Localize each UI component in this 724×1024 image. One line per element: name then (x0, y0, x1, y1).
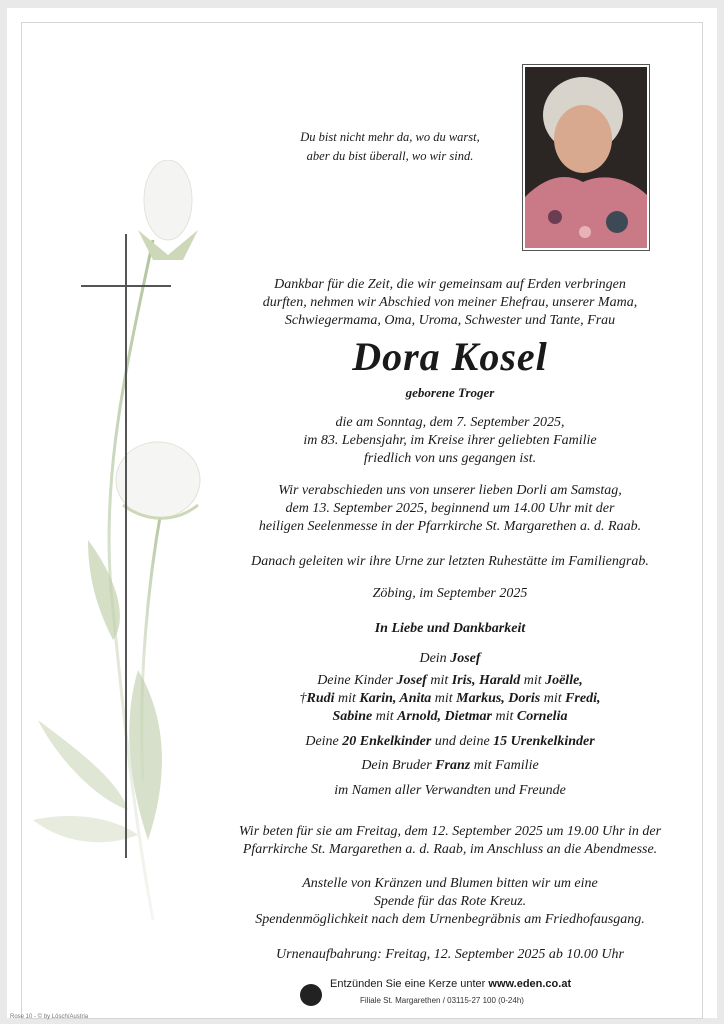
intro-line: Dankbar für die Zeit, die wir gemeinsam auf Erden verbringen (274, 277, 626, 292)
quote (255, 128, 525, 166)
portrait-image (525, 67, 647, 248)
name-text: Fredi, (565, 691, 601, 706)
prayer-text (170, 823, 724, 859)
place-date: Zöbing, im September 2025 (372, 586, 528, 601)
name-text: 15 Urenkelkinder (493, 734, 595, 749)
prayer-line: Pfarrkirche St. Margarethen a. d. Raab, im Anschluss an die Abendmesse. (242, 842, 658, 857)
plain-text: mit Familie (470, 758, 539, 773)
grandchildren-line (170, 733, 724, 751)
plain-text: Dein Bruder (361, 758, 436, 773)
plain-text: mit (334, 691, 360, 706)
portrait-photo (522, 64, 650, 251)
eden-logo-icon (300, 984, 322, 1006)
quote-line: aber du bist überall, wo wir sind. (306, 149, 474, 163)
donation-line: Spende für das Rote Kreuz. (373, 894, 527, 909)
death-notice (170, 414, 724, 468)
name-text: Rudi (306, 691, 335, 706)
plain-text: Deine Kinder (317, 673, 397, 688)
name-text: Sabine (332, 709, 373, 724)
plain-text: † (299, 691, 307, 706)
intro-text (170, 276, 724, 330)
death-line: friedlich von uns gegangen ist. (363, 451, 537, 466)
husband-line (170, 650, 724, 668)
copyright-note: Rose 10 - © by Lösch/Austria (10, 1014, 89, 1020)
donation-line: Anstelle von Kränzen und Blumen bitten wir um eine (302, 876, 598, 891)
plain-text: Deine (305, 734, 343, 749)
children-line (170, 690, 724, 708)
plain-text: mit (520, 673, 546, 688)
death-line: im 83. Lebensjahr, im Kreise ihrer geliebten Familie (303, 433, 597, 448)
plain-text: mit (372, 709, 398, 724)
intro-line: Schwiegermama, Oma, Uroma, Schwester und Tante, Frau (284, 313, 616, 328)
farewell-line: dem 13. September 2025, beginnend um 14.00 Uhr mit der (285, 501, 615, 516)
name-text: Karin, Anita (359, 691, 432, 706)
name-text: Iris, Harald (451, 673, 521, 688)
husband-prefix: Dein (419, 651, 451, 666)
name-text: Arnold, Dietmar (397, 709, 492, 724)
death-line: die am Sonntag, dem 7. September 2025, (335, 415, 565, 430)
children-line (170, 672, 724, 690)
plain-text: und deine (431, 734, 494, 749)
name-text: Joëlle, (545, 673, 583, 688)
farewell-line: Wir verabschieden uns von unserer lieben Dorli am Samstag, (278, 483, 622, 498)
prayer-line: Wir beten für sie am Freitag, dem 12. September 2025 um 19.00 Uhr in der (238, 824, 662, 839)
husband-name: Josef (450, 651, 481, 666)
plain-text: mit (540, 691, 566, 706)
footer-line1 (330, 978, 571, 990)
children-line (170, 708, 724, 726)
plain-text: mit (492, 709, 517, 724)
children-block (170, 672, 724, 726)
footer-url[interactable]: www.eden.co.at (488, 978, 572, 990)
deceased-name: Dora Kosel (352, 334, 548, 379)
plain-text: mit (426, 673, 452, 688)
name-text: Josef (396, 673, 427, 688)
cross-vertical (125, 234, 127, 858)
brother-line (170, 757, 724, 775)
quote-line: Du bist nicht mehr da, wo du warst, (300, 130, 480, 144)
plain-text: mit (431, 691, 457, 706)
footer-prefix: Entzünden Sie eine Kerze unter (330, 978, 489, 990)
donation-line: Spendenmöglichkeit nach dem Urnenbegräbnis am Friedhofausgang. (255, 912, 645, 927)
intro-line: durften, nehmen wir Abschied von meiner Ehefrau, unserer Mama, (262, 295, 638, 310)
farewell-line: heiligen Seelenmesse in der Pfarrkirche St. Margarethen a. d. Raab. (258, 519, 642, 534)
cross-horizontal (81, 285, 171, 287)
name-text: 20 Enkelkinder (342, 734, 432, 749)
maiden-name: geborene Troger (405, 385, 495, 400)
name-text: Markus, Doris (456, 691, 541, 706)
urn-display: Urnenaufbahrung: Freitag, 12. September 2025 ab 10.00 Uhr (276, 947, 624, 962)
donation-text (170, 875, 724, 929)
love-line: In Liebe und Dankbarkeit (374, 621, 526, 636)
urn-text: Danach geleiten wir ihre Urne zur letzten Ruhestätte im Familiengrab. (251, 554, 649, 569)
name-text: Franz (435, 758, 471, 773)
name-text: Cornelia (516, 709, 568, 724)
footer-line2: Filiale St. Margarethen / 03115-27 100 (0-24h) (360, 996, 524, 1005)
farewell-text (170, 482, 724, 536)
relatives-line: im Namen aller Verwandten und Freunde (334, 783, 566, 798)
